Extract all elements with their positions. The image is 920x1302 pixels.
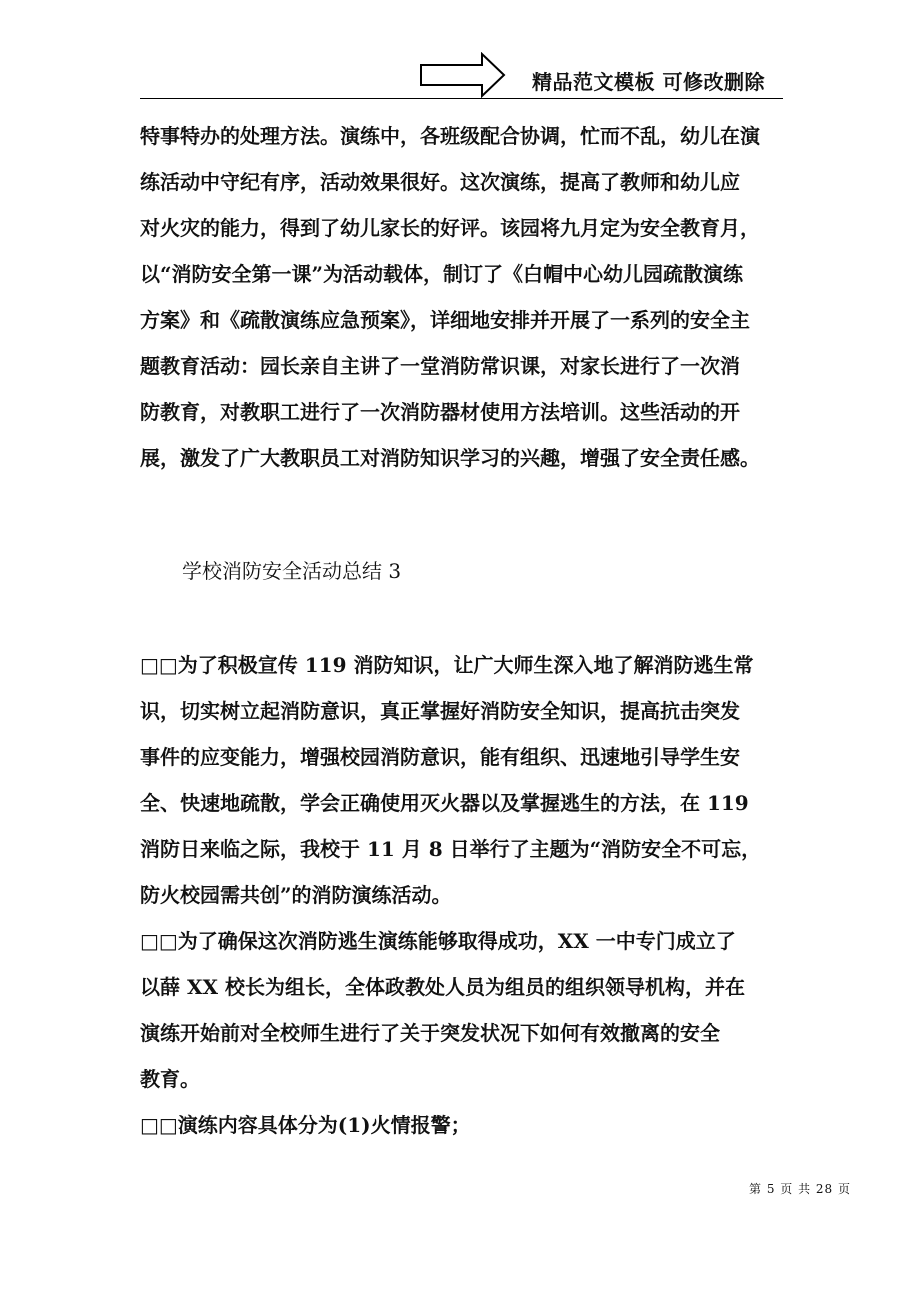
text-line: 教育。 (140, 1067, 200, 1091)
text-line: 以薛 XX 校长为组长，全体政教处人员为组员的组织领导机构，并在 (140, 975, 745, 999)
paragraph-2 (140, 642, 790, 1148)
page-number: 第 5 页 共 28 页 (749, 1182, 851, 1196)
text-line: 以“消防安全第一课”为活动载体，制订了《白帽中心幼儿园疏散演练 (140, 262, 744, 286)
text-line: □□为了确保这次消防逃生演练能够取得成功，XX 一中专门成立了 (140, 929, 736, 953)
section-heading: 学校消防安全活动总结 3 (182, 559, 402, 583)
text-line: 识，切实树立起消防意识，真正掌握好消防安全知识，提高抗击突发 (140, 699, 740, 723)
arrow-icon (420, 52, 506, 98)
text-line: 全、快速地疏散，学会正确使用灭火器以及掌握逃生的方法，在 119 (140, 791, 749, 815)
header-title: 精品范文模板 可修改删除 (532, 70, 765, 94)
text-line: 演练开始前对全校师生进行了关于突发状况下如何有效撤离的安全 (140, 1021, 720, 1045)
text-line: 事件的应变能力，增强校园消防意识，能有组织、迅速地引导学生安 (140, 745, 740, 769)
text-line: 方案》和《疏散演练应急预案》，详细地安排并开展了一系列的安全主 (140, 308, 750, 332)
header-divider (140, 98, 783, 99)
text-line: 防火校园需共创”的消防演练活动。 (140, 883, 452, 907)
text-line: 特事特办的处理方法。演练中，各班级配合协调，忙而不乱，幼儿在演 (140, 124, 760, 148)
text-line: □□演练内容具体分为(1)火情报警； (140, 1113, 471, 1137)
text-line: 题教育活动：园长亲自主讲了一堂消防常识课，对家长进行了一次消 (140, 354, 740, 378)
text-line: 展，激发了广大教职员工对消防知识学习的兴趣，增强了安全责任感。 (140, 446, 760, 470)
text-line: 消防日来临之际，我校于 11 月 8 日举行了主题为“消防安全不可忘， (140, 837, 762, 861)
text-line: 防教育，对教职工进行了一次消防器材使用方法培训。这些活动的开 (140, 400, 740, 424)
text-line: 对火灾的能力，得到了幼儿家长的好评。该园将九月定为安全教育月， (140, 216, 760, 240)
text-line: □□为了积极宣传 119 消防知识，让广大师生深入地了解消防逃生常 (140, 653, 754, 677)
paragraph-1 (140, 113, 790, 481)
text-line: 练活动中守纪有序，活动效果很好。这次演练，提高了教师和幼儿应 (140, 170, 740, 194)
